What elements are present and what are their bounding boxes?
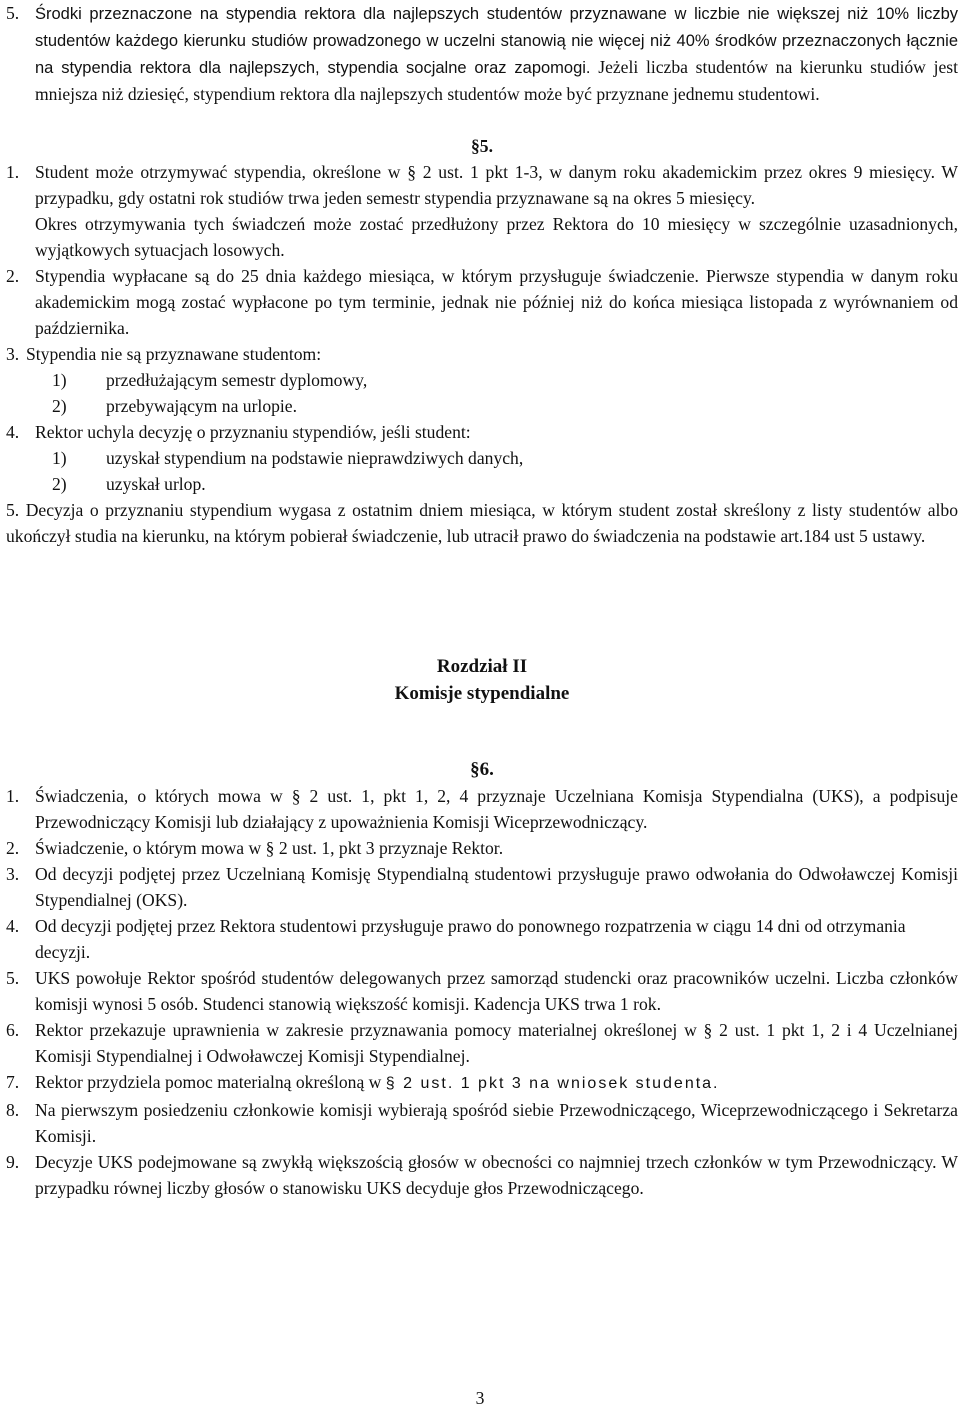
chapter-number: Rozdział II xyxy=(436,656,528,677)
item-text: Stypendia nie są przyznawane studentom: xyxy=(26,344,322,364)
sub-item-number: 2) xyxy=(52,474,67,494)
section-heading-6: §6. xyxy=(470,759,494,780)
item-number: 9. xyxy=(6,1152,20,1172)
list-item xyxy=(6,783,958,835)
item-text-spaced: § 2 ust. 1 pkt 3 na wniosek studenta. xyxy=(385,1075,720,1092)
sub-item xyxy=(52,393,958,419)
list-item xyxy=(6,1069,958,1097)
sub-item xyxy=(52,367,958,393)
item-number: 3. xyxy=(6,864,20,884)
sub-item-number: 1) xyxy=(52,448,67,468)
list-item xyxy=(6,913,958,965)
chapter-heading xyxy=(6,653,958,707)
chapter-title: Komisje stypendialne xyxy=(394,683,570,704)
sub-item xyxy=(52,445,958,471)
item-text: Świadczenia, o których mowa w § 2 ust. 1, pkt 1, 2, 4 przyznaje Uczelniana Komisja Stypendialna (UKS), a podpisuje Przewodniczący Komisji lub działający z upoważnienia Komisji Wiceprzewodniczący. xyxy=(35,786,958,832)
list-item xyxy=(6,861,958,913)
item-text: Student może otrzymywać stypendia, określone w § 2 ust. 1 pkt 1-3, w danym roku akademickim przez okres 9 miesięcy. W przypadku, gdy ostatni rok studiów trwa jeden semestr stypendia przyznawane są na okres 5 miesięcy. xyxy=(35,162,958,208)
list-item xyxy=(6,263,958,341)
list-item xyxy=(6,159,958,211)
item-number: 5. xyxy=(6,968,20,988)
item-number: 2. xyxy=(6,266,20,286)
item-number: 3. xyxy=(6,344,20,364)
item-text: Rektor przydziela pomoc materialną określoną w xyxy=(35,1072,386,1092)
list-item xyxy=(6,341,958,419)
sub-item-number: 1) xyxy=(52,370,67,390)
item-number: 2. xyxy=(6,838,20,858)
item-text: Na pierwszym posiedzeniu członkowie komisji wybierają spośród siebie Przewodniczącego, Wiceprzewodniczącego i Sekretarza Komisji. xyxy=(35,1100,958,1146)
list-item-5: 5. Decyzja o przyznaniu stypendium wygasa z ostatnim dniem miesiąca, w którym student został skreślony z listy studentów albo ukończył studia na kierunku, na którym pobierał świadczenie, lub utracił prawo do świadczenia na podstawie art.184 ust 5 ustawy. xyxy=(6,500,958,546)
sub-item-text: przedłużającym semestr dyplomowy, xyxy=(106,370,368,390)
list-item xyxy=(6,1149,958,1201)
top-item xyxy=(6,0,958,107)
paragraph-text: Środki przeznaczone na stypendia rektora dla najlepszych studentów przyznawane w liczbie nie większej niż 10% liczby studentów każdego kierunku studiów prowadzonego w uczelni stanowią nie więcej niż 40% środków przeznaczonych łącznie na stypendia rektora dla najlepszych, stypendia socjalne oraz zapomogi. xyxy=(35,5,958,77)
sub-item xyxy=(52,471,958,497)
item-text: Okres otrzymywania tych świadczeń może zostać przedłużony przez Rektora do 10 miesięcy w szczególnie uzasadnionych, wyjątkowych sytuacjach losowych. xyxy=(35,214,958,260)
list-item xyxy=(6,1097,958,1149)
sub-item-text: przebywającym na urlopie. xyxy=(106,396,298,416)
document-page xyxy=(6,0,958,1201)
section-heading-5: §5. xyxy=(471,136,493,156)
item-number: 6. xyxy=(6,1020,20,1040)
item-text: Od decyzji podjętej przez Uczelnianą Komisję Stypendialną studentowi przysługuje prawo odwołania do Odwoławczej Komisji Stypendialnej (OKS). xyxy=(35,864,958,910)
section-5-body xyxy=(6,159,958,549)
item-text: Od decyzji podjętej przez Rektora studentowi przysługuje prawo do ponownego rozpatrzenia w ciągu 14 dni od otrzymania decyzji. xyxy=(35,916,906,962)
item-text: UKS powołuje Rektor spośród studentów delegowanych przez samorząd studencki oraz pracowników uczelni. Liczba członków komisji wynosi 5 osób. Studenci stanowią większość komisji. Kadencja UKS trwa 1 rok. xyxy=(35,968,958,1014)
page-number: 3 xyxy=(475,1388,485,1408)
item-text: Decyzje UKS podejmowane są zwykłą większością głosów w obecności co najmniej trzech członków w tym Przewodniczący. W przypadku równej liczby głosów o stanowisku UKS decyduje głos Przewodniczącego. xyxy=(35,1152,958,1198)
item-text: Rektor uchyla decyzję o przyznaniu stypendiów, jeśli student: xyxy=(35,422,471,442)
item-text: Świadczenie, o którym mowa w § 2 ust. 1, pkt 3 przyznaje Rektor. xyxy=(35,838,504,858)
item-number: 1. xyxy=(6,162,20,182)
list-item xyxy=(6,835,958,861)
item-number: 4. xyxy=(6,422,20,442)
item-number: 7. xyxy=(6,1072,20,1092)
sub-item-text: uzyskał stypendium na podstawie nieprawdziwych danych, xyxy=(106,448,524,468)
sub-item-text: uzyskał urlop. xyxy=(106,474,206,494)
list-item xyxy=(6,1017,958,1069)
item-number: 8. xyxy=(6,1100,20,1120)
item-number xyxy=(6,211,35,263)
list-item xyxy=(6,211,958,263)
sub-item-number: 2) xyxy=(52,396,67,416)
item-text: Rektor przekazuje uprawnienia w zakresie przyznawania pomocy materialnej określonej w § 2 ust. 1 pkt 1, 2 i 4 Uczelnianej Komisji Stypendialnej i Odwoławczej Komisji Stypendialnej. xyxy=(35,1020,958,1066)
list-item xyxy=(6,419,958,497)
item-number: 5. xyxy=(6,3,20,23)
item-text: Stypendia wypłacane są do 25 dnia każdego miesiąca, w którym przysługuje świadczenie. Pierwsze stypendia w danym roku akademickim mogą zostać wypłacone po tym terminie, jednak nie później niż do końca miesiąca listopada z wyrównaniem od października. xyxy=(35,266,958,338)
paragraph-text: Jeżeli liczba studentów na kierunku studiów jest mniejsza niż dziesięć, stypendium rektora dla najlepszych studentów może być przyznane jednemu studentowi. xyxy=(35,57,958,104)
item-number: 1. xyxy=(6,786,20,806)
section-6-body xyxy=(6,783,958,1201)
list-item xyxy=(6,965,958,1017)
item-number: 4. xyxy=(6,916,20,936)
